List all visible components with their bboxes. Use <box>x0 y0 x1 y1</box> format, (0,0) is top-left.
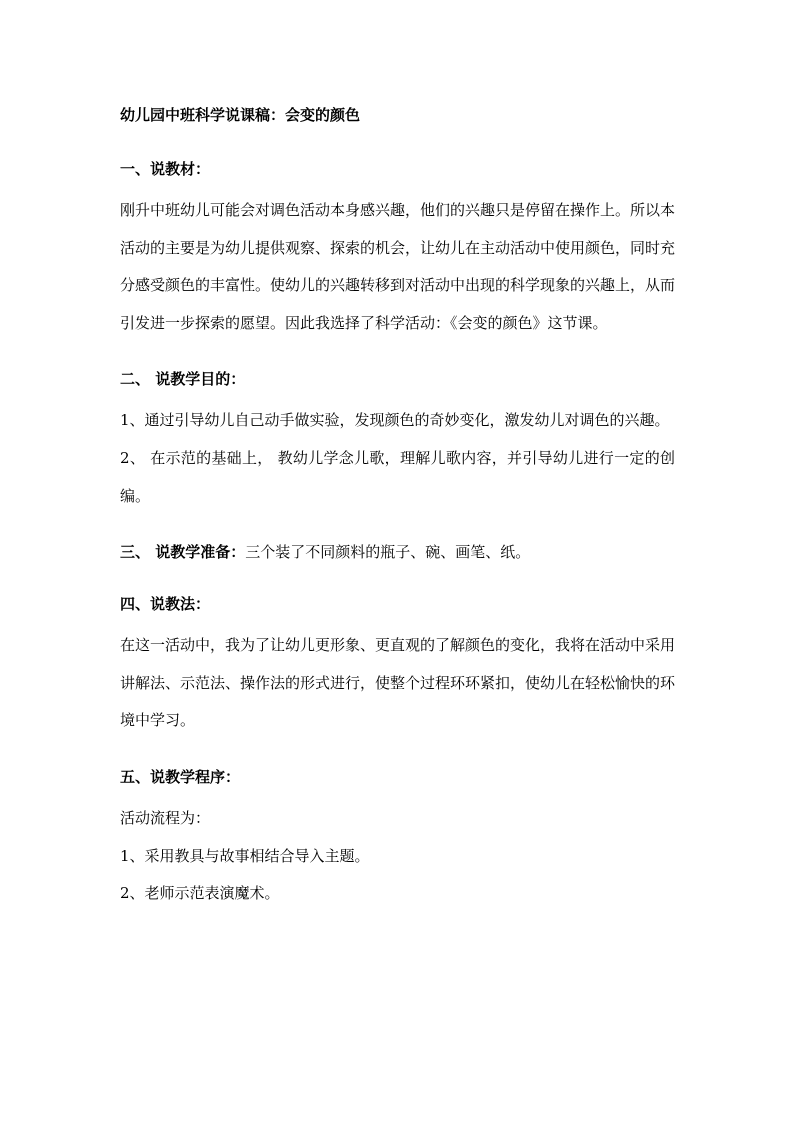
section-teaching-procedure <box>120 762 675 913</box>
document-body <box>120 100 675 935</box>
section-teaching-preparation <box>120 537 675 567</box>
list-item: 2、 在示范的基础上， 教幼儿学念儿歌，理解儿歌内容，并引导幼儿进行一定的创编。 <box>120 448 675 505</box>
list-item: 活动流程为： <box>120 808 211 827</box>
section-paragraph: 在这一活动中，我为了让幼儿更形象、更直观的了解颜色的变化，我将在活动中采用讲解法、示范法、操作法的形式进行，使整个过程环环紧扣，使幼儿在轻松愉快的环境中学习。 <box>120 636 676 730</box>
section-teaching-method <box>120 589 675 740</box>
list-item: 1、通过引导幼儿自己动手做实验，发现颜色的奇妙变化，激发幼儿对调色的兴趣。 <box>120 411 670 430</box>
section-heading: 五、说教学程序： <box>120 767 241 786</box>
document-title: 幼儿园中班科学说课稿：会变的颜色 <box>120 106 361 124</box>
list-item: 2、老师示范表演魔术。 <box>120 884 280 903</box>
section-heading-line <box>120 537 675 567</box>
section-heading: 四、说教法： <box>120 595 211 614</box>
section-heading: 一、说教材： <box>120 160 211 178</box>
section-heading-text: 三个装了不同颜料的瓶子、碗、画笔、纸。 <box>245 543 531 562</box>
section-paragraph: 刚升中班幼儿可能会对调色活动本身感兴趣，他们的兴趣只是停留在操作上。所以本活动的主要是为幼儿提供观察、探索的机会，让幼儿在主动活动中使用颜色，同时充分感受颜色的丰富性。使幼儿的兴趣转移到对活动中出现的科学现象的兴趣上，从而引发进一步探索的愿望。因此我选择了科学活动：《会变的颜色》这节课。 <box>120 201 676 332</box>
section-heading: 三、 说教学准备： <box>120 543 246 562</box>
section-teaching-goals <box>120 364 675 515</box>
section-teaching-material <box>120 154 675 342</box>
section-heading: 二、 说教学目的： <box>120 370 246 389</box>
list-item: 1、采用教具与故事相结合导入主题。 <box>120 846 370 865</box>
